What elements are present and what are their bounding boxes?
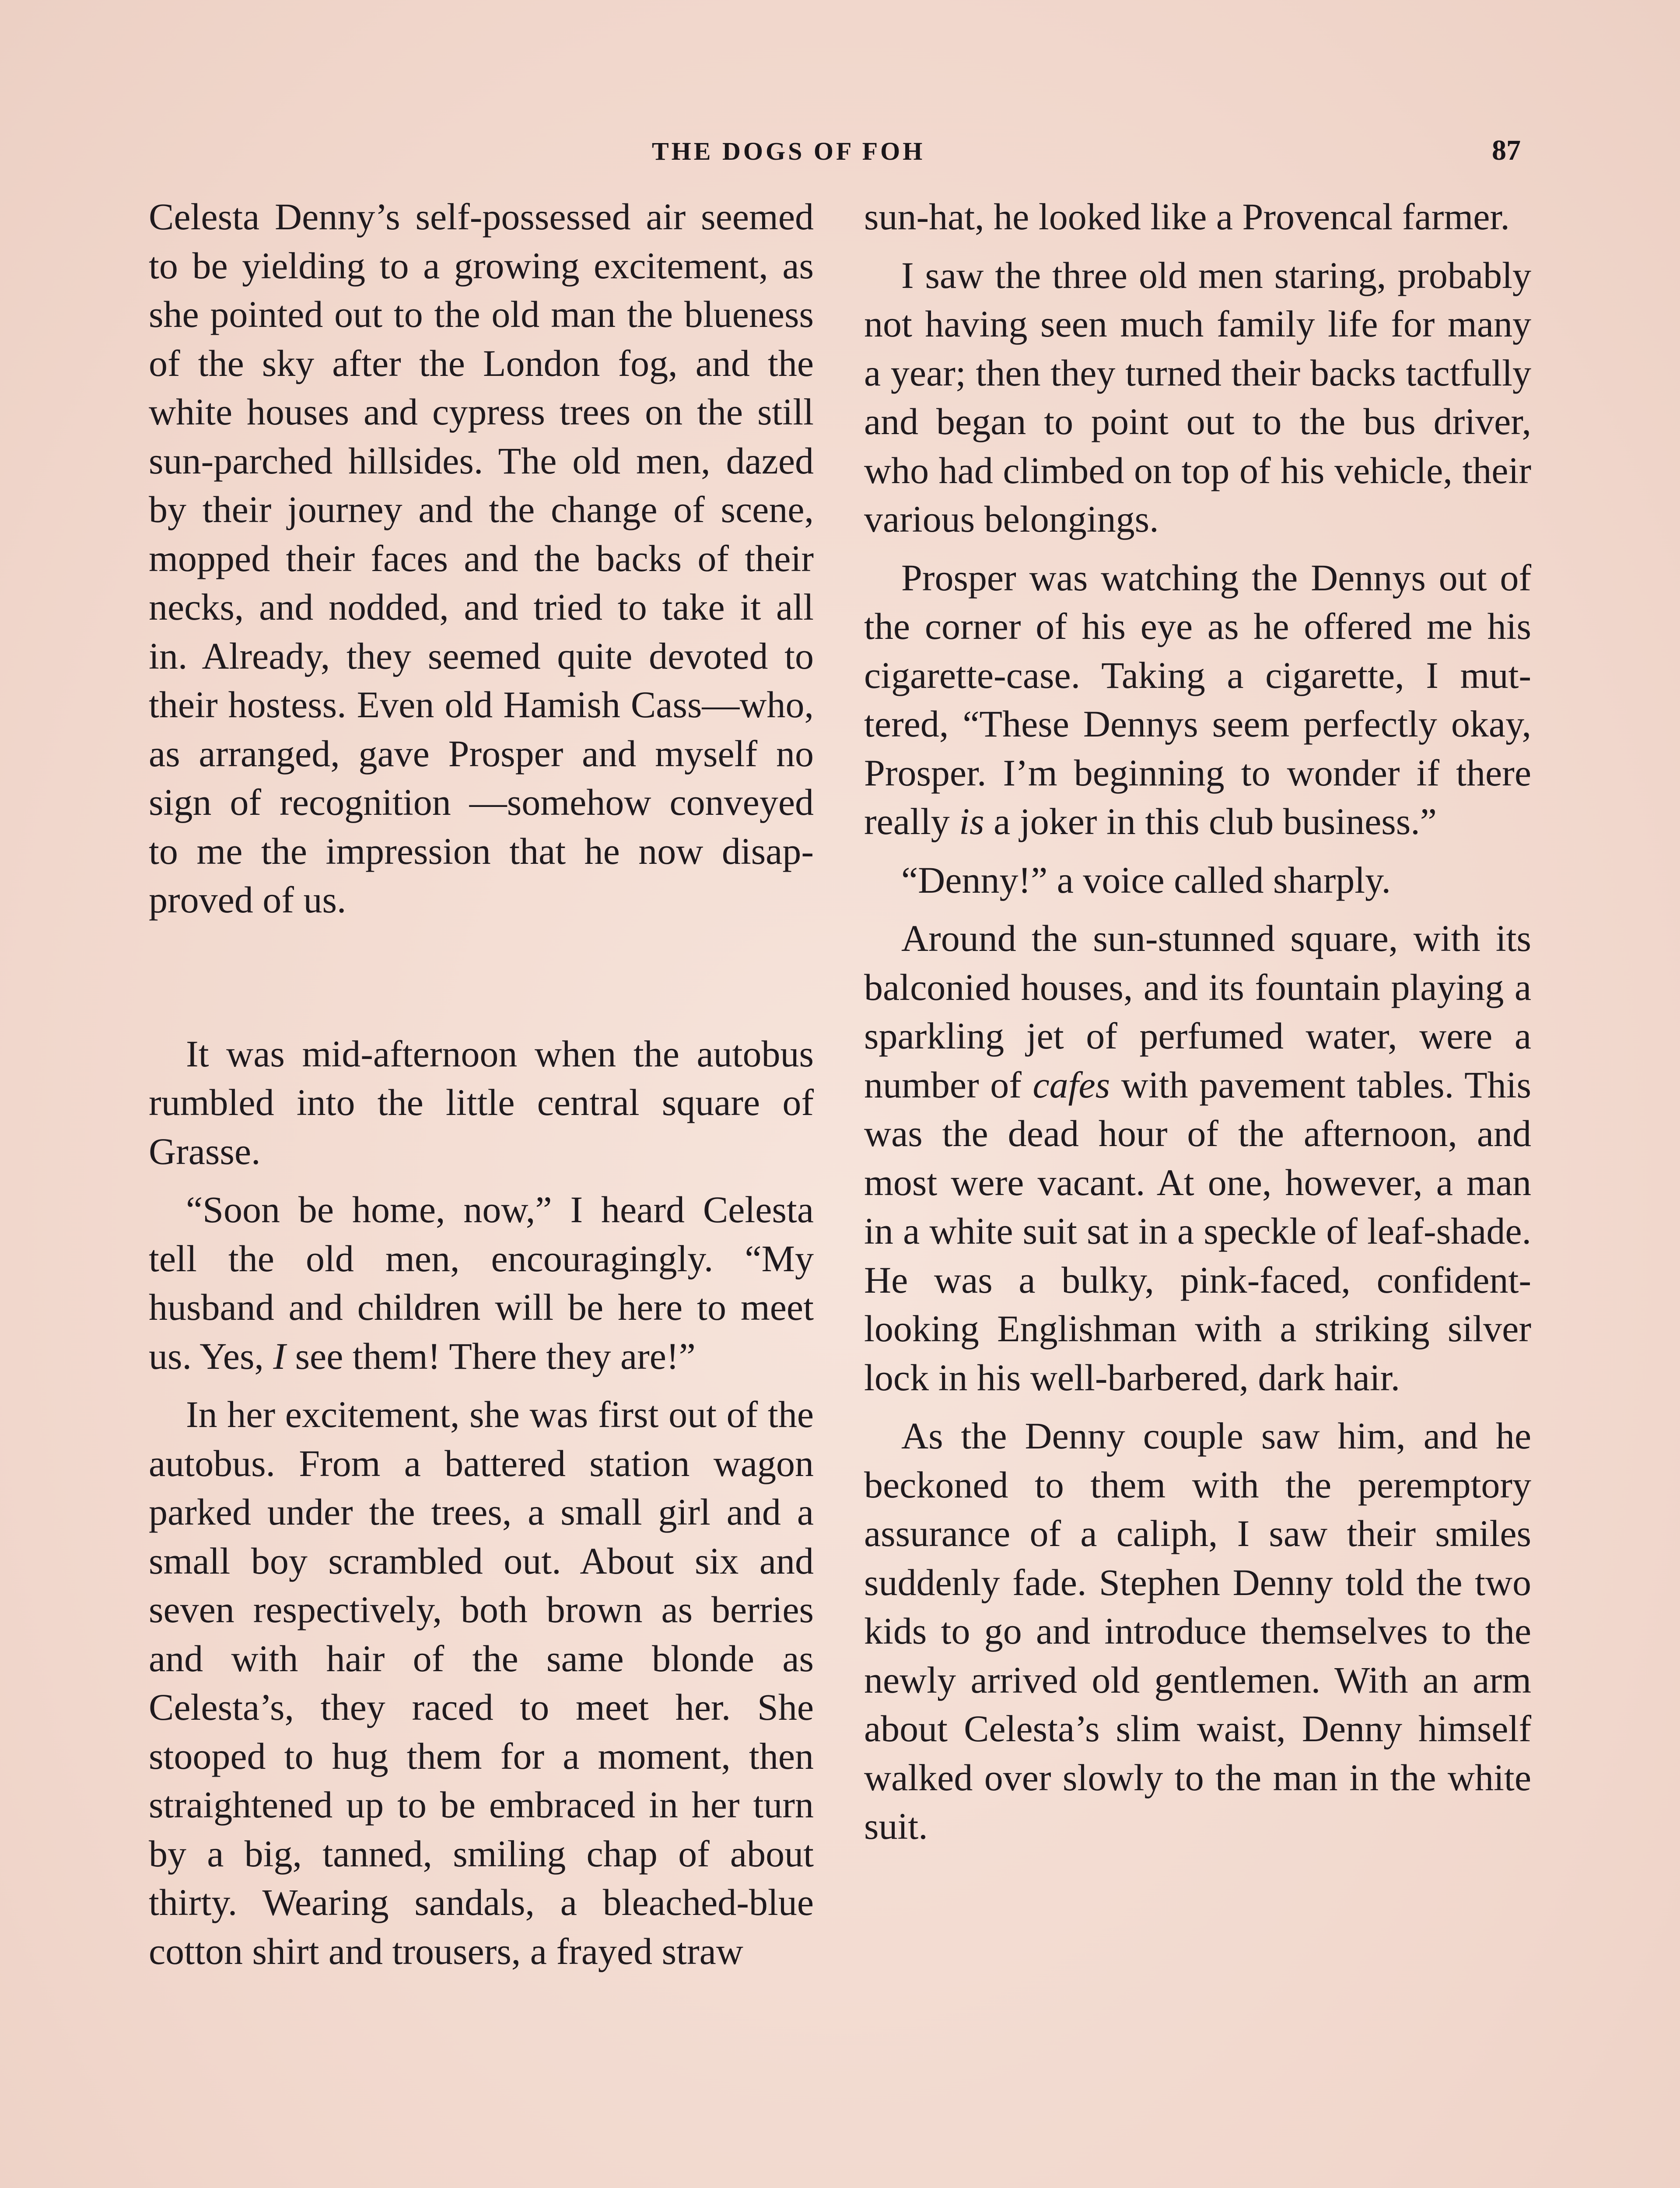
left-column — [149, 193, 814, 1976]
page-number: 87 — [1492, 134, 1521, 166]
italic-text: I — [273, 1335, 286, 1377]
text-run: a joker in this club business.” — [984, 800, 1437, 842]
paragraph: As the Denny couple saw him, and he beckoned to them with the peremptory assurance of a caliph, I saw their smiles suddenly fade. Stephen Denny told the two kids to go and introduce themselves to the newly arrived old gentlemen. With an arm about Celesta’s slim waist, Denny himself walked over slowly to the man in the white suit. — [864, 1415, 1531, 1847]
paragraph — [864, 914, 1531, 1402]
paragraph — [149, 1185, 814, 1381]
paragraph: In her excitement, she was first out of the autobus. From a battered station wagon parked under the trees, a small girl and a small boy scrambled out. About six and seven respectively, both brown as berries and with hair of the same blonde as Celesta’s, they raced to meet her. She stooped to hug them for a moment, then straightened up to be embraced in her turn by a big, tanned, smiling chap of about thirty. Wearing sandals, a bleached-blue cotton shirt and trousers, a frayed straw — [149, 1393, 814, 1972]
text-run: see them! There they are!” — [286, 1335, 696, 1377]
text-run: with pavement tables. This was the dead hour of the afternoon, and most were vacant. At one, however, a man in a white suit sat in a speckle of leaf-shade. He was a bulky, pink-faced, confident-looking Englishman with a striking silver lock in his well-barbered, dark hair. — [864, 1063, 1531, 1399]
paragraph: It was mid-afternoon when the autobus rumbled into the little central square of Grasse. — [149, 1032, 814, 1172]
text-run: Prosper was watching the Dennys out of the corner of his eye as he offered me his cigarette-case. Taking a cigarette, I muttered, “These Dennys seem perfectly okay, Prosper. I’m beginning to wonder if there really — [864, 556, 1531, 842]
paragraph — [864, 554, 1531, 846]
paragraph: “Denny!” a voice called sharply. — [901, 859, 1391, 901]
paragraph: I saw the three old men staring, probably not having seen much family life for many a year; then they turned their backs tactfully and began to point out to the bus driver, who had climbed on top of his vehicle, their various belongings. — [864, 254, 1531, 540]
text-run: “Soon be home, now,” I heard Celesta tell the old men, encouragingly. “My husband and children will be here to meet us. Yes, — [149, 1189, 814, 1377]
paragraph: sun-hat, he looked like a Provencal farmer. — [864, 196, 1510, 238]
paragraph: Celesta Denny’s self-possessed air seemed to be yielding to a growing excitement, as she pointed out to the old man the blueness of the sky after the London fog, and the white houses and cypress trees on the still sun-parched hillsides. The old men, dazed by their journey and the change of scene, mopped their faces and the backs of their necks, and nodded, and tried to take it all in. Already, they seemed quite devoted to their hostess. Even old Hamish Cass—who, as arranged, gave Prosper and myself no sign of recognition —somehow conveyed to me the impression that he now disapproved of us. — [149, 196, 814, 921]
italic-text: cafes — [1032, 1063, 1110, 1106]
italic-text: is — [959, 800, 984, 842]
running-title: THE DOGS OF FOH — [652, 137, 925, 165]
right-column — [864, 193, 1531, 1851]
text-run: Around the sun-stunned square, with its balconied houses, and its fountain playing a sparkling jet of perfumed water, were a number of — [864, 917, 1531, 1106]
